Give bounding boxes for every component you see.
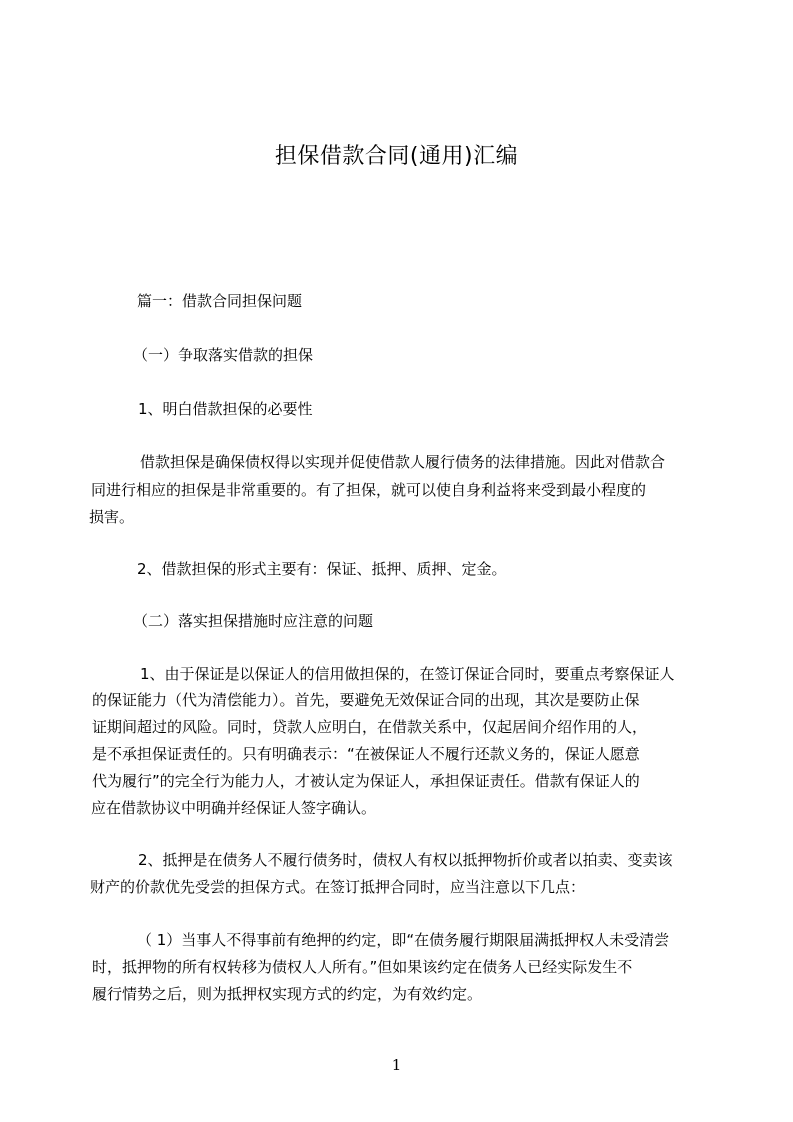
para4-line-3: 履行情势之后，则为抵押权实现方式的约定，为有效约定。 [92, 985, 483, 1003]
page-number: 1 [391, 1056, 402, 1074]
item1-heading: 1、明白借款担保的必要性 [138, 400, 313, 418]
para2-line-6: 应在借款协议中明确并经保证人签字确认。 [91, 799, 377, 817]
para2-line-2: 的保证能力（代为清偿能力）。首先，要避免无效保证合同的出现，其次是要防止保 [92, 691, 640, 709]
para4-line-1: （ 1）当事人不得事前有绝押的约定，即“在债务履行期限届满抵押权人未受清尝 [137, 931, 670, 949]
para1-line-3: 损害。 [89, 508, 135, 526]
para2-line-5: 代为履行”的完全行为能力人，才被认定为保证人，承担保证责任。借款有保证人的 [92, 772, 640, 790]
para1-line-1: 借款担保是确保债权得以实现并促使借款人履行债务的法律措施。因此对借款合 [140, 453, 666, 471]
item2-text: 2、借款担保的形式主要有：保证、抵押、质押、定金。 [137, 560, 507, 578]
section2-heading: （二）落实担保措施时应注意的问题 [133, 612, 374, 630]
para3-line-2: 财产的价款优先受尝的担保方式。在签订抵押合同时，应当注意以下几点： [90, 878, 586, 896]
para2-line-3: 证期间超过的风险。同时，贷款人应明白，在借款关系中，仅起居间介绍作用的人， [92, 718, 648, 736]
para2-line-1: 1、由于保证是以保证人的信用做担保的，在签订保证合同时，要重点考察保证人 [140, 665, 675, 683]
para3-line-1: 2、抵押是在债务人不履行债务时，债权人有权以抵押物折价或者以拍卖、变卖该 [138, 851, 673, 869]
document-title: 担保借款合同(通用)汇编 [274, 144, 519, 169]
section1-heading: （一）争取落实借款的担保 [133, 346, 314, 364]
part1-heading: 篇一：借款合同担保问题 [137, 292, 303, 310]
para2-line-4: 是不承担保证责任的。只有明确表示：“在被保证人不履行还款义务的，保证人愿意 [92, 745, 640, 763]
para4-line-2: 时，抵押物的所有权转移为债权人人所有。”但如果该约定在债务人已经实际发生不 [92, 958, 633, 976]
para1-line-2: 同进行相应的担保是非常重要的。有了担保，就可以使自身利益将来受到最小程度的 [91, 481, 647, 499]
